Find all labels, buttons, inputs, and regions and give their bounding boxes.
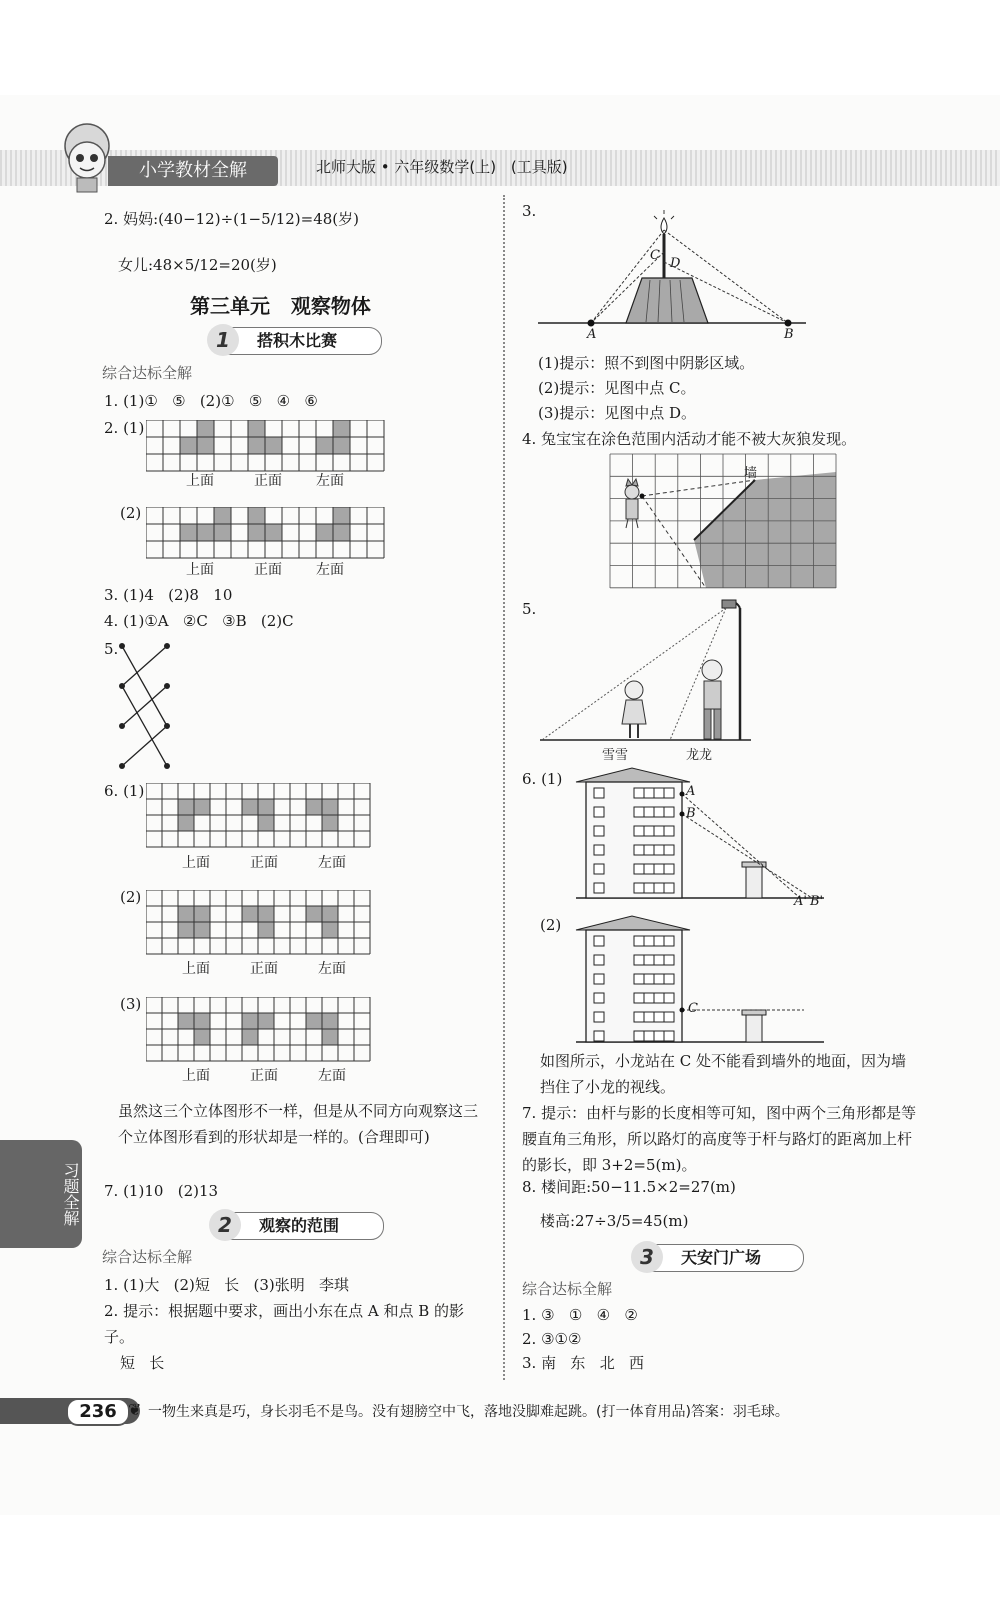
building-window xyxy=(634,864,644,874)
grid-shaded-cell xyxy=(214,524,231,541)
building-window xyxy=(664,1012,674,1022)
building-window xyxy=(664,974,674,984)
unit-title: 第三单元 观察物体 xyxy=(190,294,371,318)
grid-shaded-cell xyxy=(248,437,265,454)
wall-label: 墙 xyxy=(744,466,758,481)
grid-shaded-cell xyxy=(242,799,258,815)
grid-shaded-cell xyxy=(194,799,210,815)
building-window xyxy=(664,864,674,874)
grid-shaded-cell xyxy=(333,420,350,437)
wolf-grid-diagram xyxy=(608,452,838,590)
building-window xyxy=(654,993,664,1003)
header-brand: 小学教材全解 xyxy=(108,156,278,186)
label-point-d: D xyxy=(670,256,681,271)
grid-shaded-cell xyxy=(258,1013,274,1029)
grid-shaded-cell xyxy=(316,437,333,454)
left-q6-3-label: (3) xyxy=(120,995,142,1013)
grid-shaded-cell xyxy=(242,906,258,922)
left-q2-1-label: 2. (1) xyxy=(104,419,145,437)
view-label-top: 上面 xyxy=(186,473,214,489)
view-label-left: 左面 xyxy=(316,473,344,489)
right-s3-q2: 2. ③①② xyxy=(522,1330,582,1348)
building-window xyxy=(644,864,654,874)
grid-shaded-cell xyxy=(306,799,322,815)
view-label-front: 正面 xyxy=(250,855,278,871)
building-window xyxy=(634,788,644,798)
building-window xyxy=(654,974,664,984)
left-q6-2-label: (2) xyxy=(120,888,142,906)
building-window xyxy=(654,864,664,874)
left-q5: 5. xyxy=(104,640,119,658)
label-c-bldg: C xyxy=(688,1001,698,1016)
girl-label: 雪雪 xyxy=(602,748,629,763)
building-window xyxy=(664,936,674,946)
label-b-bldg: B xyxy=(686,806,696,821)
building-window xyxy=(654,807,664,817)
right-q4: 4. 兔宝宝在涂色范围内活动才能不被大灰狼发现。 xyxy=(522,430,857,448)
building-window xyxy=(664,1031,674,1041)
section-2-pill xyxy=(214,1212,384,1240)
building-window xyxy=(664,955,674,965)
section-3-pill xyxy=(636,1244,804,1272)
grid-2-2 xyxy=(146,507,385,559)
left-q2-daughter: 女儿:48×5/12=20(岁) xyxy=(118,256,277,274)
building-window xyxy=(594,883,604,893)
grid-shaded-cell xyxy=(178,815,194,831)
building-window xyxy=(634,974,644,984)
view-label-front: 正面 xyxy=(254,473,282,489)
building-window xyxy=(664,807,674,817)
building-window xyxy=(644,955,654,965)
building-window xyxy=(654,883,664,893)
grid-6-3 xyxy=(146,997,371,1062)
right-q6-explanation: 如图所示，小龙站在 C 处不能看到墙外的地面，因为墙挡住了小龙的视线。 xyxy=(540,1052,907,1096)
grid-shaded-cell xyxy=(178,906,194,922)
building-window xyxy=(654,788,664,798)
building-window xyxy=(644,1031,654,1041)
right-q8-b: 楼高:27÷3/5=45(m) xyxy=(540,1212,689,1230)
building-window xyxy=(654,955,664,965)
grid-shaded-cell xyxy=(265,524,282,541)
building-window xyxy=(644,788,654,798)
right-q6-2-label: (2) xyxy=(540,916,562,934)
label-a-bldg: A xyxy=(686,784,696,799)
grid-shaded-cell xyxy=(248,420,265,437)
section-1-number: 1 xyxy=(207,324,239,356)
building-window xyxy=(664,826,674,836)
grid-shaded-cell xyxy=(248,524,265,541)
grid-shaded-cell xyxy=(178,799,194,815)
grid-shaded-cell xyxy=(197,420,214,437)
right-q3-b: (2)提示：见图中点 C。 xyxy=(538,379,696,397)
girl-icon xyxy=(622,681,646,738)
building-window xyxy=(594,974,604,984)
label-b-prime: B' xyxy=(810,894,824,909)
view-label-front: 正面 xyxy=(250,1068,278,1084)
building-window xyxy=(594,936,604,946)
grid-shaded-cell xyxy=(322,1029,338,1045)
footer-riddle: 一物生来真是巧，身长羽毛不是鸟。没有翅膀空中飞，落地没脚难起跳。(打一体育用品)答案：羽毛球。 xyxy=(148,1404,789,1420)
grid-shaded-cell xyxy=(178,1013,194,1029)
building-window xyxy=(644,974,654,984)
left-s2-q2: 2. 提示：根据题中要求，画出小东在点 A 和点 B 的影子。 xyxy=(104,1302,465,1346)
section-2-subtitle: 综合达标全解 xyxy=(102,1248,193,1266)
building-window xyxy=(594,864,604,874)
grid-2-1 xyxy=(146,420,385,472)
building-window xyxy=(664,788,674,798)
grid-shaded-cell xyxy=(214,507,231,524)
left-q1: 1. (1)① ⑤ (2)① ⑤ ④ ⑥ xyxy=(104,392,318,410)
grid-shaded-cell xyxy=(333,437,350,454)
label-point-b: B xyxy=(784,327,794,342)
grid-shaded-cell xyxy=(197,437,214,454)
building-window xyxy=(634,993,644,1003)
grid-shaded-cell xyxy=(194,906,210,922)
grid-shaded-cell xyxy=(194,1029,210,1045)
right-s3-q1: 1. ③ ① ④ ② xyxy=(522,1306,638,1324)
section-2-label: 观察的范围 xyxy=(259,1216,340,1235)
building-window xyxy=(664,883,674,893)
building-window xyxy=(644,845,654,855)
right-q5-label: 5. xyxy=(522,600,537,618)
page-number: 236 xyxy=(66,1398,130,1426)
boy-label: 龙龙 xyxy=(686,748,713,763)
building-diagram-1 xyxy=(574,764,834,904)
left-q6-explanation: 虽然这三个立体图形不一样，但是从不同方向观察这三个立体图形看到的形状却是一样的。(合理即可) xyxy=(118,1102,479,1146)
grid-shaded-cell xyxy=(197,524,214,541)
right-q3-label: 3. xyxy=(522,202,537,220)
building-diagram-2 xyxy=(574,912,834,1048)
grid-shaded-cell xyxy=(322,815,338,831)
building-window xyxy=(634,1012,644,1022)
left-q2-2-label: (2) xyxy=(120,504,142,522)
view-label-left: 左面 xyxy=(318,1068,346,1084)
left-q7: 7. (1)10 (2)13 xyxy=(104,1182,219,1200)
grid-shaded-cell xyxy=(180,437,197,454)
grid-shaded-cell xyxy=(258,922,274,938)
grid-shaded-cell xyxy=(333,524,350,541)
grid-shaded-cell xyxy=(242,1013,258,1029)
section-1-pill xyxy=(212,327,382,355)
building-window xyxy=(634,845,644,855)
view-label-top: 上面 xyxy=(186,562,214,578)
left-q2-mother: 2. 妈妈:(40−12)÷(1−5/12)=48(岁) xyxy=(104,210,360,228)
leaf-icon: ❦ xyxy=(128,1400,142,1419)
grid-shaded-cell xyxy=(306,906,322,922)
building-window xyxy=(644,883,654,893)
grid-shaded-cell xyxy=(258,815,274,831)
building-window xyxy=(594,1012,604,1022)
section-1-label: 搭积木比赛 xyxy=(257,331,338,350)
grid-shaded-cell xyxy=(333,507,350,524)
grid-shaded-cell xyxy=(322,906,338,922)
right-q7: 7. 提示：由杆与影的长度相等可知，图中两个三角形都是等腰直角三角形，所以路灯的高度等于杆与路灯的距离加上杆的影长，即 3+2=5(m)。 xyxy=(522,1104,917,1174)
grid-shaded-cell xyxy=(194,1013,210,1029)
building-window xyxy=(634,955,644,965)
section-3-subtitle: 综合达标全解 xyxy=(522,1280,613,1298)
label-point-a: A xyxy=(587,327,597,342)
building-window xyxy=(654,1012,664,1022)
right-q3-c: (3)提示：见图中点 D。 xyxy=(538,404,697,422)
section-3-label: 天安门广场 xyxy=(681,1248,762,1267)
grid-shaded-cell xyxy=(265,437,282,454)
grid-6-1 xyxy=(146,783,371,848)
view-label-front: 正面 xyxy=(250,961,278,977)
building-window xyxy=(654,826,664,836)
header-edition-text: 北师大版 • 六年级数学(上) xyxy=(316,158,497,176)
building-window xyxy=(654,1031,664,1041)
left-s2-q2-answer: 短 长 xyxy=(120,1354,165,1372)
right-s3-q3: 3. 南 东 北 西 xyxy=(522,1354,644,1372)
grid-6-2 xyxy=(146,890,371,955)
building-window xyxy=(644,807,654,817)
grid-shaded-cell xyxy=(258,906,274,922)
label-point-c: C xyxy=(650,248,660,263)
header-edition xyxy=(316,156,568,178)
left-s2-q1: 1. (1)大 (2)短 长 (3)张明 李琪 xyxy=(104,1276,350,1294)
building-window xyxy=(634,1031,644,1041)
building-window xyxy=(634,936,644,946)
grid-shaded-cell xyxy=(248,507,265,524)
column-divider xyxy=(503,195,505,1380)
boy-icon xyxy=(702,660,722,739)
grid-shaded-cell xyxy=(322,922,338,938)
building-window xyxy=(644,936,654,946)
section-2-number: 2 xyxy=(209,1209,241,1241)
building-window xyxy=(594,1031,604,1041)
building-window xyxy=(594,807,604,817)
right-q3-a: (1)提示：照不到图中阴影区域。 xyxy=(538,354,755,372)
matching-lines xyxy=(112,640,182,770)
right-q8-a: 8. 楼间距:50−11.5×2=27(m) xyxy=(522,1178,736,1196)
left-q3: 3. (1)4 (2)8 10 xyxy=(104,586,233,604)
view-label-left: 左面 xyxy=(318,961,346,977)
building-window xyxy=(654,936,664,946)
section-1-subtitle: 综合达标全解 xyxy=(102,364,193,382)
right-q6-1-label: 6. (1) xyxy=(522,770,563,788)
building-window xyxy=(634,807,644,817)
section-3-number: 3 xyxy=(631,1241,663,1273)
grid-shaded-cell xyxy=(178,922,194,938)
grid-shaded-cell xyxy=(322,799,338,815)
building-window xyxy=(594,993,604,1003)
building-window xyxy=(594,788,604,798)
left-q6-1-label: 6. (1) xyxy=(104,782,145,800)
building-window xyxy=(644,1012,654,1022)
building-window xyxy=(594,826,604,836)
building-window xyxy=(634,826,644,836)
view-label-top: 上面 xyxy=(182,961,210,977)
grid-shaded-cell xyxy=(306,1013,322,1029)
grid-shaded-cell xyxy=(194,922,210,938)
building-window xyxy=(634,883,644,893)
grid-shaded-cell xyxy=(258,799,274,815)
label-a-prime: A' xyxy=(794,894,807,909)
building-window xyxy=(654,845,664,855)
grid-shaded-cell xyxy=(316,524,333,541)
building-window xyxy=(644,826,654,836)
grid-shaded-cell xyxy=(242,1029,258,1045)
view-label-front: 正面 xyxy=(254,562,282,578)
building-window xyxy=(644,993,654,1003)
header-edition-tag: (工具版) xyxy=(510,158,568,176)
view-label-top: 上面 xyxy=(182,1068,210,1084)
view-label-top: 上面 xyxy=(182,855,210,871)
grid-shaded-cell xyxy=(180,524,197,541)
grid-shaded-cell xyxy=(322,1013,338,1029)
street-lamp-diagram xyxy=(536,596,756,746)
view-label-left: 左面 xyxy=(316,562,344,578)
building-window xyxy=(594,955,604,965)
view-label-left: 左面 xyxy=(318,855,346,871)
building-window xyxy=(594,845,604,855)
building-window xyxy=(664,993,674,1003)
side-tab: 习题全解 xyxy=(0,1140,82,1248)
building-window xyxy=(664,845,674,855)
left-q4: 4. (1)①A ②C ③B (2)C xyxy=(104,612,294,630)
